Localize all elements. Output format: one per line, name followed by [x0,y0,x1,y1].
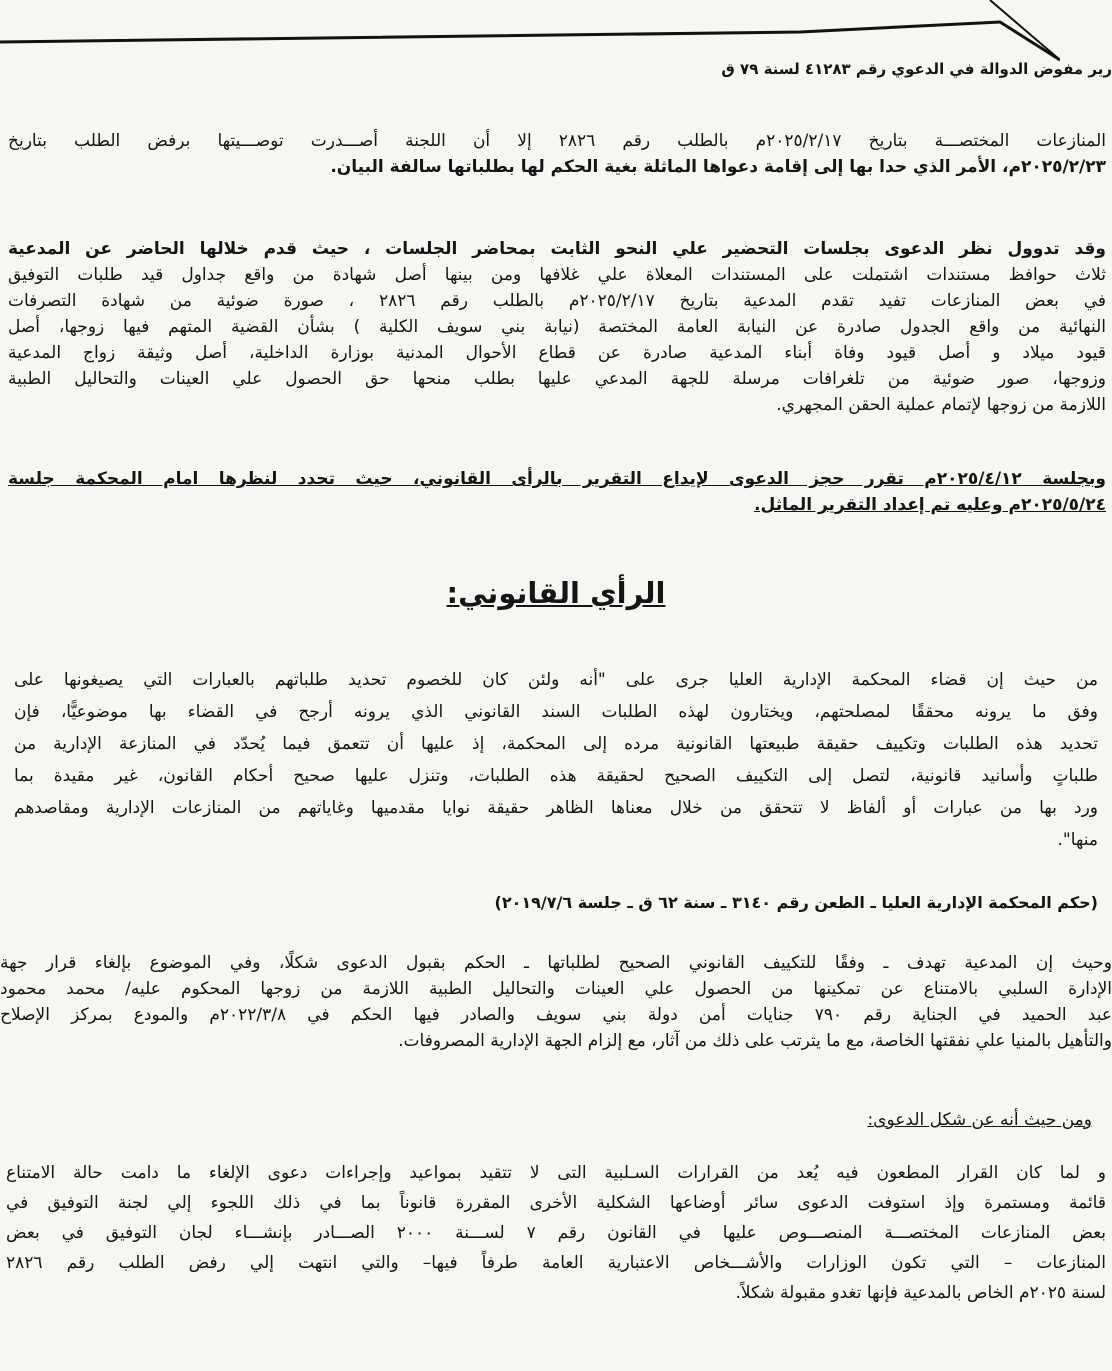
paragraph-jurisprudence [14,664,1098,856]
paragraph-line: بعض المنازعات المختصـــة المنصـــوص عليها في القانون رقم ٧ لســـنة ٢٠٠٠ الصـــادر بإنشـــاء لجان التوفيق في بعض [6,1223,1106,1243]
paragraph-line: ورد بها من عبارات أو ألفاظ لا تتحقق من خلال معناها الظاهر حقيقة نوايا مقدميها وغاياتهم من المنازعات الإدارية ومقاصدهم [14,798,1098,818]
paragraph-line: قائمة ومستمرة وإذ استوفت الدعوى سائر أوضاعها الشكلية الأخرى المقررة قانوناً بما في ذلك اللجوء إلي لجنة التوفيق في [6,1193,1106,1213]
paragraph-request-characterization [0,950,1112,1054]
paragraph-procedures [8,236,1106,418]
paragraph-line: تحديد هذه الطلبات وتكييف حقيقة طبيعتها القانونية مرده إلى المحكمة، إذ عليها أن تتعمق فيما يُحدّد في المنازعة الإدارية من [14,734,1098,754]
paragraph-line: لسنة ٢٠٢٥م الخاص بالمدعية فإنها تغدو مقبولة شكلاً. [735,1283,1106,1303]
paragraph-line: ٢٠٢٥/٥/٢٤م وعليه تم إعداد التقرير الماثل. [754,495,1106,515]
paragraph-line: من حيث إن قضاء المحكمة الإدارية العليا جرى على "أنه ولئن كان للخصوم تحديد طلباتهم بالعبارات التي يصيغونها على [14,670,1098,690]
paragraph-line: طلباتٍ وأسانيد قانونية، لتصل إلى التكييف الصحيح لحقيقة هذه الطلبات، وتنزل عليها صحيح أحكام القانون، غير مقيدة بما [14,766,1098,786]
paragraph-line: في بعض المنازعات تفيد تقدم المدعية بتاريخ ٢٠٢٥/٢/١٧م بالطلب رقم ٢٨٢٦ ، صورة ضوئية من شهادة التصرفات [8,291,1106,311]
section-title-legal-opinion: الرأي القانوني: [446,576,666,610]
paragraph-line: وزوجها، صور ضوئية من تلغرافات مرسلة للجهة المدعي عليها بطلب منحها حق الحصول علي العينات والتحاليل الطبية [8,369,1106,389]
paragraph-session [8,466,1106,518]
paragraph-line: الإدارة السلبي بالامتناع عن تمكينها من الحصول علي العينات والتحاليل الطبية اللازمة من زوجها المحكوم عليه/ محمد محمود [0,979,1112,999]
paragraph-line: وبجلسة ٢٠٢٥/٤/١٢م تقرر حجز الدعوى لإيداع التقرير بالرأى القانوني، حيث تحدد لنظرها امام المحكمة جلسة [8,469,1106,489]
paragraph-line: والتأهيل بالمنيا علي نفقتها الخاصة، مع ما يترتب على ذلك من آثار، مع إلزام الجهة الإدارية المصروفات. [398,1031,1112,1051]
paragraph-line: و لما كان القرار المطعون فيه يُعد من القرارات السـلبية التى لا تتقيد بمواعيد وإجراءات دعوى الإلغاء ما دامت حالة الامتناع [6,1163,1106,1183]
document-header: رير مفوض الدوالة في الدعوي رقم ٤١٢٨٣ لسنة ٧٩ ق [721,60,1112,78]
paragraph-background [8,128,1106,180]
paragraph-line: قيود ميلاد و أصل قيود وفاة أبناء المدعية صادرة عن قطاع الأحوال المدنية بوزارة الداخلية، أصل وثيقة زواج المدعية [8,343,1106,363]
paragraph-line: ثلاث حوافظ مستندات اشتملت على المستندات المعلاة علي غلافها ومن بينها أصل شهادة من واقع جداول قيد طلبات التوفيق [8,265,1106,285]
paragraph-line: المنازعات – التي تكون الوزارات والأشـــخاص الاعتبارية العامة طرفاً فيها– والتي انتهت إلي رفض الطلب رقم ٢٨٢٦ [6,1253,1106,1273]
paragraph-line: منها". [1057,830,1098,850]
page-edge-line [0,0,1060,62]
court-citation: (حكم المحكمة الإدارية العليا ـ الطعن رقم ٣١٤٠ ـ سنة ٦٢ ق ـ جلسة ٢٠١٩/٧/٦) [494,893,1098,912]
paragraph-line: وفق ما يرونه محققًا لمصلحتهم، ويختارون لهذه الطلبات السند القانوني الذي يرونه أرجح في القضاء بها موضوعيًّا، فإن [14,702,1098,722]
paragraph-line: اللازمة من زوجها لإتمام عملية الحقن المجهري. [776,395,1106,415]
paragraph-line: عبد الحميد في الجناية رقم ٧٩٠ جنايات أمن دولة بني سويف والصادر فيها الحكم في ٢٠٢٢/٣/٨م والمودع بمركز الإصلاح [0,1005,1112,1025]
paragraph-line: ٢٠٢٥/٢/٢٣م، الأمر الذي حدا بها إلى إقامة دعواها الماثلة بغية الحكم لها بطلباتها سالفة البيان. [330,157,1106,177]
subheading-form-of-case: ومن حيث أنه عن شكل الدعوى: [867,1110,1092,1130]
paragraph-line: وقد تدوول نظر الدعوى بجلسات التحضير علي النحو الثابت بمحاضر الجلسات ، حيث قدم خلالها الحاضر عن المدعية [8,239,1106,259]
paragraph-line: وحيث إن المدعية تهدف ـ وفقًا للتكييف القانوني الصحيح لطلباتها ـ الحكم بقبول الدعوى شكلًا، وفي الموضوع بإلغاء قرار جهة [0,953,1112,973]
paragraph-admissibility [6,1158,1106,1308]
paragraph-line: النهائية من واقع الجدول صادرة عن النيابة العامة المختصة (نيابة بني سويف الكلية ) بشأن القضية المتهم فيها زوجها، أصل [8,317,1106,337]
paragraph-line: المنازعات المختصـــة بتاريخ ٢٠٢٥/٢/١٧م بالطلب رقم ٢٨٢٦ إلا أن اللجنة أصـــدرت توصـــيتها برفض الطلب بتاريخ [8,131,1106,151]
